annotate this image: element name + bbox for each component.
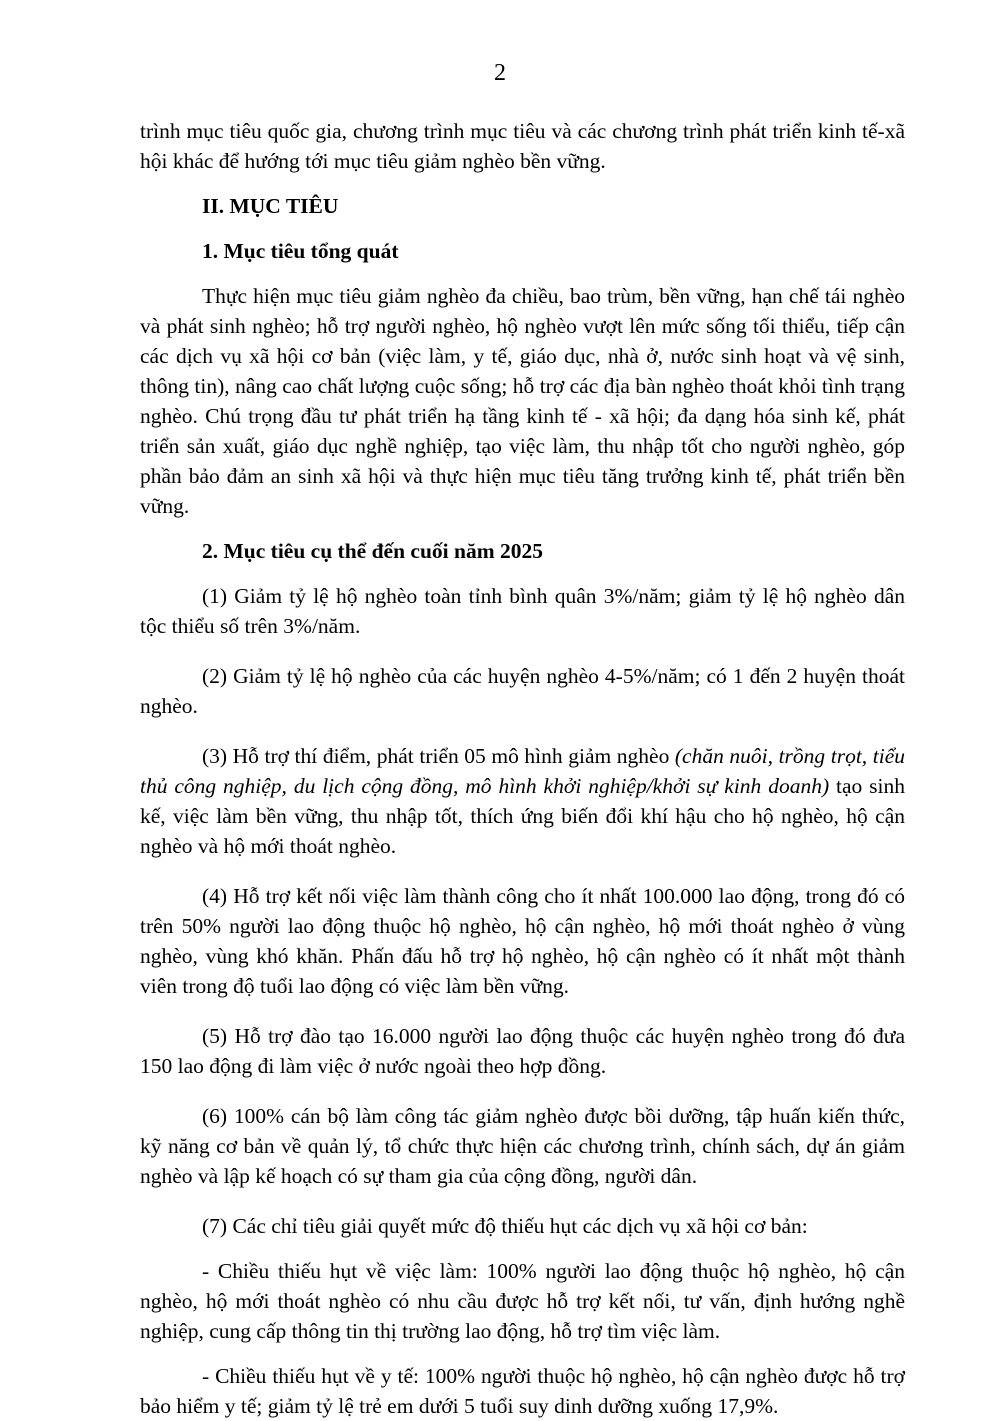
objective-item-3-end: tạo sinh kế, việc làm bền vững, thu nhập tốt, thích ứng biến đổi khí hậu cho hộ nghèo, hộ cận nghèo và hộ mới thoát nghèo. (140, 774, 905, 858)
objective-item-7: (7) Các chỉ tiêu giải quyết mức độ thiếu hụt các dịch vụ xã hội cơ bản: (202, 1214, 808, 1238)
objective-item-5: (5) Hỗ trợ đào tạo 16.000 người lao động thuộc các huyện nghèo trong đó đưa 150 lao động đi làm việc ở nước ngoài theo hợp đồng. (140, 1024, 905, 1078)
objective-item-3 (140, 741, 905, 861)
employment-deficiency: - Chiều thiếu hụt về việc làm: 100% người lao động thuộc hộ nghèo, hộ cận nghèo, hộ mới thoát nghèo có nhu cầu được hỗ trợ kết nối, tư vấn, định hướng nghề nghiệp, cung cấp thông tin thị trường lao động, hỗ trợ tìm việc làm. (140, 1259, 905, 1343)
general-objective-heading: 1. Mục tiêu tổng quát (202, 239, 399, 263)
general-objective-body: Thực hiện mục tiêu giảm nghèo đa chiều, bao trùm, bền vững, hạn chế tái nghèo và phát sinh nghèo; hỗ trợ người nghèo, hộ nghèo vượt lên mức sống tối thiểu, tiếp cận các dịch vụ xã hội cơ bản (việc làm, y tế, giáo dục, nhà ở, nước sinh hoạt và vệ sinh, thông tin), nâng cao chất lượng cuộc sống; hỗ trợ các địa bàn nghèo thoát khỏi tình trạng nghèo. Chú trọng đầu tư phát triển hạ tầng kinh tế - xã hội; đa dạng hóa sinh kế, phát triển sản xuất, giáo dục nghề nghiệp, tạo việc làm, thu nhập tốt cho người nghèo, góp phần bảo đảm an sinh xã hội và thực hiện mục tiêu tăng trưởng kinh tế, phát triển bền vững. (140, 284, 905, 518)
objective-item-1: (1) Giảm tỷ lệ hộ nghèo toàn tỉnh bình quân 3%/năm; giảm tỷ lệ hộ nghèo dân tộc thiểu số trên 3%/năm. (140, 584, 905, 638)
objective-item-6: (6) 100% cán bộ làm công tác giảm nghèo được bồi dưỡng, tập huấn kiến thức, kỹ năng cơ bản về quản lý, tổ chức thực hiện các chương trình, chính sách, dự án giảm nghèo và lập kế hoạch có sự tham gia của cộng đồng, người dân. (140, 1104, 905, 1188)
section-title: II. MỤC TIÊU (202, 194, 339, 218)
objective-item-3-models: (chăn nuôi, trồng trọt, tiểu thủ công nghiệp, du lịch cộng đồng, mô hình khởi nghiệp/khởi sự kinh doanh) (140, 744, 905, 798)
objective-item-2: (2) Giảm tỷ lệ hộ nghèo của các huyện nghèo 4-5%/năm; có 1 đến 2 huyện thoát nghèo. (140, 664, 905, 718)
specific-objective-heading: 2. Mục tiêu cụ thể đến cuối năm 2025 (202, 539, 544, 563)
objective-item-3-start: (3) Hỗ trợ thí điểm, phát triển 05 mô hình giảm nghèo (202, 744, 675, 768)
page-number: 2 (494, 60, 506, 86)
objective-item-4: (4) Hỗ trợ kết nối việc làm thành công cho ít nhất 100.000 lao động, trong đó có trên 50% người lao động thuộc hộ nghèo, hộ cận nghèo, hộ mới thoát nghèo ở vùng nghèo, vùng khó khăn. Phấn đấu hỗ trợ hộ nghèo, hộ cận nghèo có ít nhất một thành viên trong độ tuổi lao động có việc làm bền vững. (140, 884, 905, 998)
intro-paragraph: trình mục tiêu quốc gia, chương trình mục tiêu và các chương trình phát triển kinh tế-xã hội khác để hướng tới mục tiêu giảm nghèo bền vững. (140, 119, 905, 173)
health-deficiency: - Chiều thiếu hụt về y tế: 100% người thuộc hộ nghèo, hộ cận nghèo được hỗ trợ bảo hiểm y tế; giảm tỷ lệ trẻ em dưới 5 tuổi suy dinh dưỡng xuống 17,9%. (140, 1364, 905, 1418)
document-body (140, 116, 905, 1421)
